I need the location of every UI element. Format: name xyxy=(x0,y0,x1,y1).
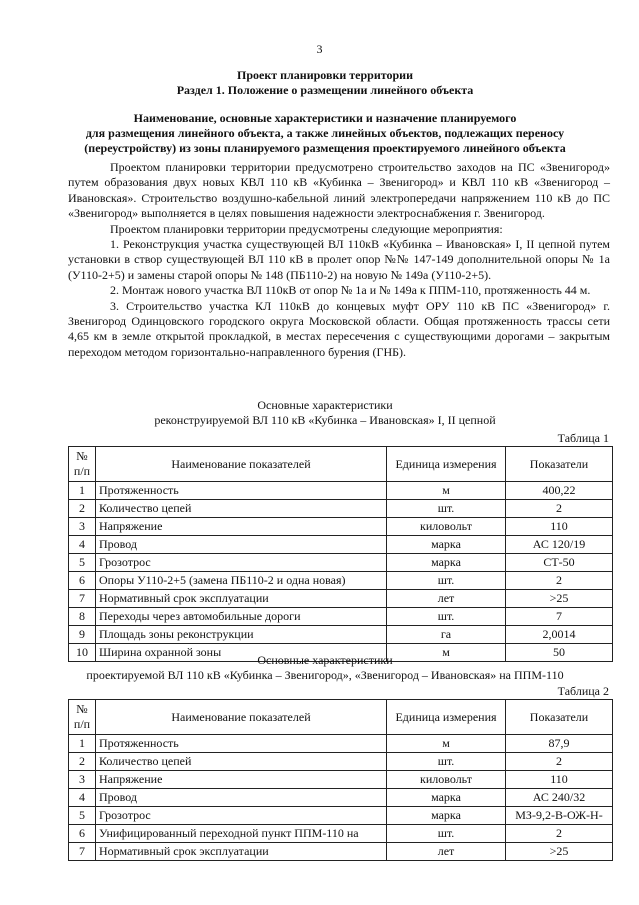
table-row xyxy=(69,789,613,807)
table2-caption: Основные характеристики xyxy=(257,653,393,667)
header-cell: Показатели xyxy=(506,700,613,735)
table-cell: Переходы через автомобильные дороги xyxy=(96,608,387,626)
table2 xyxy=(68,699,613,861)
table-cell: 6 xyxy=(69,825,96,843)
table-cell: 5 xyxy=(69,807,96,825)
table1-subcaption: реконструируемой ВЛ 110 кВ «Кубинка – Ивановская» I, II цепной xyxy=(154,413,496,427)
table-cell: Напряжение xyxy=(96,771,387,789)
table-cell: 2 xyxy=(506,500,613,518)
table-cell: шт. xyxy=(387,608,506,626)
table-cell: 1 xyxy=(69,735,96,753)
table-cell: лет xyxy=(387,590,506,608)
table-row xyxy=(69,482,613,500)
table-cell: >25 xyxy=(506,590,613,608)
subheading-line: (переустройству) из зоны планируемого размещения проектируемого линейного объекта xyxy=(84,141,566,155)
paragraph: 2. Монтаж нового участка ВЛ 110кВ от опор № 1а и № 149а к ППМ-110, протяженность 44 м. xyxy=(110,283,591,298)
table-cell: АС 240/32 xyxy=(506,789,613,807)
table-cell: марка xyxy=(387,554,506,572)
table-cell: Нормативный срок эксплуатации xyxy=(96,590,387,608)
table2-subcaption: проектируемой ВЛ 110 кВ «Кубинка – Звенигород», «Звенигород – Ивановская» на ППМ-110 xyxy=(86,668,564,682)
table-cell: 6 xyxy=(69,572,96,590)
table-cell: м xyxy=(387,735,506,753)
table-cell: Количество цепей xyxy=(96,753,387,771)
table-cell: Опоры У110-2+5 (замена ПБ110-2 и одна новая) xyxy=(96,572,387,590)
table-cell: Провод xyxy=(96,536,387,554)
header-cell: Единица измерения xyxy=(387,447,506,482)
table-cell: 4 xyxy=(69,789,96,807)
table-cell: 50 xyxy=(506,644,613,662)
table-cell: 110 xyxy=(506,771,613,789)
paragraph: Проектом планировки территории предусмотрены следующие мероприятия: xyxy=(110,221,503,236)
table-row xyxy=(69,590,613,608)
table-cell: 3 xyxy=(69,518,96,536)
table-cell: лет xyxy=(387,843,506,861)
table-cell: марка xyxy=(387,807,506,825)
table-cell: 8 xyxy=(69,608,96,626)
table1-label: Таблица 1 xyxy=(557,431,609,445)
table-row xyxy=(69,572,613,590)
header-cell: № п/п xyxy=(69,700,96,735)
table-row xyxy=(69,518,613,536)
table-cell: га xyxy=(387,626,506,644)
table-cell: 2 xyxy=(506,572,613,590)
table-cell: Площадь зоны реконструкции xyxy=(96,626,387,644)
paragraph: Проектом планировки территории предусмотрено строительство заходов на ПС «Звенигород» путем образования двух новых КВЛ 110 кВ «Кубинка – Звенигород» и КВЛ 110 кВ «Звенигород – Ивановская». Строительство воздушно-кабельной линий электропередачи напряжением 110 кВ до ПС «Звенигород» выполняется в целях повышения надежности электроснабжения г. Звенигород. xyxy=(68,160,610,221)
table-cell: >25 xyxy=(506,843,613,861)
table-cell: 5 xyxy=(69,554,96,572)
table-cell: 7 xyxy=(506,608,613,626)
table-cell: 3 xyxy=(69,771,96,789)
table-cell: киловольт xyxy=(387,518,506,536)
header-cell: Наименование показателей xyxy=(96,700,387,735)
table-cell: марка xyxy=(387,536,506,554)
table-cell: шт. xyxy=(387,753,506,771)
table-row xyxy=(69,626,613,644)
table-row xyxy=(69,807,613,825)
table-cell: 1 xyxy=(69,482,96,500)
table-cell: Напряжение xyxy=(96,518,387,536)
table-cell: шт. xyxy=(387,572,506,590)
table-cell: 9 xyxy=(69,626,96,644)
table-cell: м xyxy=(387,644,506,662)
table-cell: Ширина охранной зоны xyxy=(96,644,387,662)
table1-caption: Основные характеристики xyxy=(257,398,393,412)
table-cell: МЗ-9,2-В-ОЖ-Н- xyxy=(506,807,613,825)
table-row xyxy=(69,771,613,789)
header-cell: № п/п xyxy=(69,447,96,482)
table-cell: Грозотрос xyxy=(96,554,387,572)
table-cell: марка xyxy=(387,789,506,807)
header-cell: Показатели xyxy=(506,447,613,482)
table-row xyxy=(69,735,613,753)
document-title: Проект планировки территории xyxy=(236,68,414,82)
table-cell: 2 xyxy=(69,500,96,518)
table-row xyxy=(69,554,613,572)
subheading-line: Наименование, основные характеристики и назначение планируемого xyxy=(133,111,517,125)
table-cell: киловольт xyxy=(387,771,506,789)
table2-label: Таблица 2 xyxy=(557,684,609,698)
table-cell: 2 xyxy=(69,753,96,771)
table-cell: м xyxy=(387,482,506,500)
table-cell: Протяженность xyxy=(96,735,387,753)
table-cell: 2 xyxy=(506,753,613,771)
page-number: 3 xyxy=(316,42,323,56)
table-row xyxy=(69,608,613,626)
paragraph: 3. Строительство участка КЛ 110кВ до концевых муфт ОРУ 110 кВ ПС «Звенигород» г. Звенигород Одинцовского городского округа Московской области. Общая протяженность трассы сети 4,65 км в земле открытой прокладкой, в местах пересечения с существующими дорогами – закрытым переходом методом горизонтально-направленного бурения (ГНБ). xyxy=(68,298,610,359)
paragraph: 1. Реконструкция участка существующей ВЛ 110кВ «Кубинка – Ивановская» I, II цепной путем установки в створ существующей ВЛ 110 кВ в пролет опор №№ 147-149 дополнительной опоры № 1а (У110-2+5) и замены старой опоры № 148 (ПБ110-2) на новую № 149а (У110-2+5). xyxy=(68,237,610,282)
table-cell: СТ-50 xyxy=(506,554,613,572)
table-cell: 2,0014 xyxy=(506,626,613,644)
table-cell: 4 xyxy=(69,536,96,554)
table-cell: 7 xyxy=(69,843,96,861)
body-text xyxy=(68,160,610,360)
table-cell: Протяженность xyxy=(96,482,387,500)
table-cell: шт. xyxy=(387,825,506,843)
header-cell: Наименование показателей xyxy=(96,447,387,482)
table-row xyxy=(69,825,613,843)
table-cell: Нормативный срок эксплуатации xyxy=(96,843,387,861)
table-cell: 10 xyxy=(69,644,96,662)
table-cell: Количество цепей xyxy=(96,500,387,518)
table-cell: Унифицированный переходной пункт ППМ-110 на xyxy=(96,825,387,843)
section-title: Раздел 1. Положение о размещении линейного объекта xyxy=(176,83,474,97)
table-row xyxy=(69,843,613,861)
subheading-line: для размещения линейного объекта, а также линейных объектов, подлежащих переносу xyxy=(85,126,565,140)
table-row xyxy=(69,500,613,518)
table-cell: шт. xyxy=(387,500,506,518)
table-cell: 87,9 xyxy=(506,735,613,753)
table-cell: 400,22 xyxy=(506,482,613,500)
table-cell: Провод xyxy=(96,789,387,807)
table-header-row xyxy=(69,447,613,482)
table-cell: Грозотрос xyxy=(96,807,387,825)
table-header-row xyxy=(69,700,613,735)
table-row xyxy=(69,536,613,554)
table1 xyxy=(68,446,613,662)
table-cell: АС 120/19 xyxy=(506,536,613,554)
table-row xyxy=(69,753,613,771)
table-cell: 2 xyxy=(506,825,613,843)
table-cell: 110 xyxy=(506,518,613,536)
table-cell: 7 xyxy=(69,590,96,608)
header-cell: Единица измерения xyxy=(387,700,506,735)
